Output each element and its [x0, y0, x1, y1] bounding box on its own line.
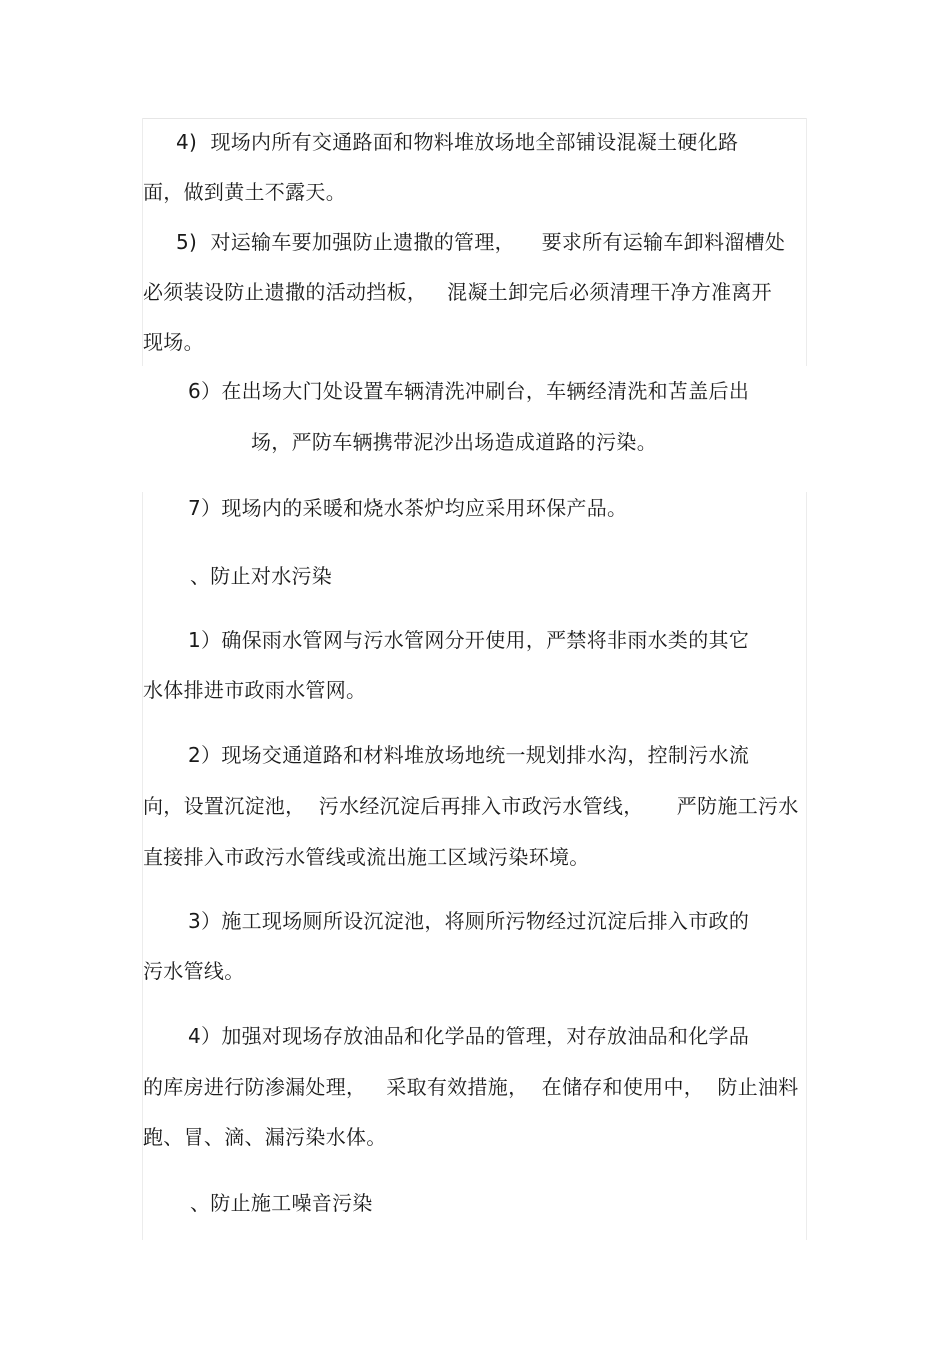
text-line: 1）确保雨水管网与污水管网分开使用，严禁将非雨水类的其它	[188, 628, 750, 652]
text-line: 跑、冒、滴、漏污染水体。	[143, 1125, 387, 1149]
text-line: 4）加强对现场存放油品和化学品的管理，对存放油品和化学品	[188, 1024, 750, 1048]
text-line: 水体排进市政雨水管网。	[143, 678, 367, 702]
text-line: 2）现场交通道路和材料堆放场地统一规划排水沟，控制污水流	[188, 743, 750, 767]
page-frame-right-lower	[806, 492, 807, 1240]
section-heading: 、防止施工噪音污染	[190, 1191, 373, 1215]
text-line: 3）施工现场厕所设沉淀池，将厕所污物经过沉淀后排入市政的	[188, 909, 750, 933]
text-line: 必须装设防止遗撒的活动挡板， 混凝土卸完后必须清理干净方准离开	[143, 280, 772, 304]
page-frame-right-upper	[806, 118, 807, 366]
text-line: 的库房进行防渗漏处理， 采取有效措施， 在储存和使用中， 防止油料	[143, 1075, 799, 1099]
text-line: 向，设置沉淀池， 污水经沉淀后再排入市政污水管线， 严防施工污水	[143, 794, 799, 818]
text-line: 场，严防车辆携带泥沙出场造成道路的污染。	[251, 430, 657, 454]
page-frame-left-upper	[142, 118, 143, 366]
text-line: 污水管线。	[143, 959, 245, 983]
page-frame-top	[142, 118, 807, 119]
text-line: 6）在出场大门处设置车辆清洗冲刷台，车辆经清洗和苫盖后出	[188, 379, 750, 403]
text-line: 面，做到黄土不露天。	[143, 180, 346, 204]
text-line: 7）现场内的采暖和烧水茶炉均应采用环保产品。	[188, 496, 628, 520]
text-line: 5) 对运输车要加强防止遗撒的管理， 要求所有运输车卸料溜槽处	[176, 230, 786, 254]
text-line: 4) 现场内所有交通路面和物料堆放场地全部铺设混凝土硬化路	[176, 130, 739, 154]
text-line: 直接排入市政污水管线或流出施工区域污染环境。	[143, 845, 590, 869]
section-heading: 、防止对水污染	[190, 564, 333, 588]
text-line: 现场。	[143, 330, 204, 354]
